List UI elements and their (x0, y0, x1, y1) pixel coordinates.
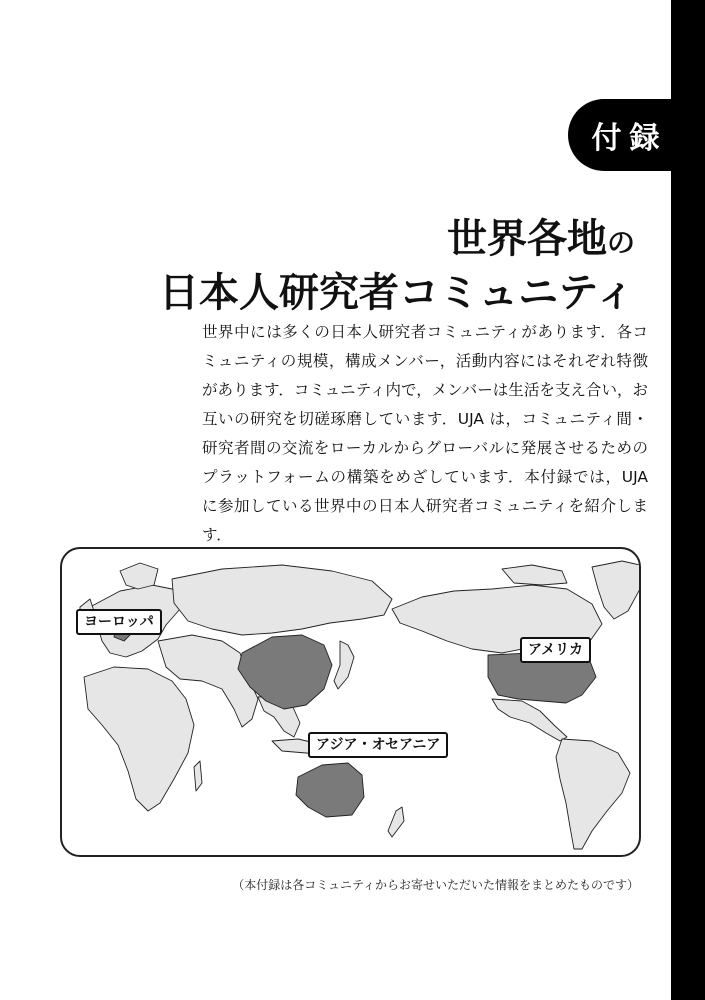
australia-shape (296, 763, 364, 817)
russia-shape (172, 565, 392, 635)
world-map (60, 547, 641, 857)
japan-shape (334, 641, 354, 689)
label-america: アメリカ (520, 637, 591, 663)
central-america-shape (492, 699, 567, 741)
new-zealand-shape (388, 807, 404, 837)
intro-text: 世界中には多くの日本人研究者コミュニティがあります．各コミュニティの規模，構成メンバー，活動内容にはそれぞれ特徴があります．コミュニティ内で，メンバーは生活を支え合い，お互いの研究を切磋琢磨しています．UJA は，コミュニティ間・研究者間の交流をローカルからグローバルに発展させるためのプラットフォームの構築をめざしています．本付録では，UJA に参加している世界中の日本人研究者コミュニティを紹介します． (202, 323, 648, 544)
title-line2: 日本人研究者コミュニティ (159, 270, 635, 316)
title-line1: 世界各地 (446, 216, 607, 262)
africa-shape (84, 667, 194, 811)
appendix-tab (568, 99, 705, 171)
footnote: （本付録は各コミュニティからお寄せいただいた情報をまとめたものです） (232, 878, 639, 892)
label-europe: ヨーロッパ (76, 609, 162, 635)
page-title (159, 214, 635, 318)
intro-paragraph (202, 318, 648, 550)
scandinavia-shape (120, 563, 158, 589)
greenland-shape (592, 561, 640, 619)
south-america-shape (556, 739, 630, 849)
world-map-svg (62, 549, 641, 857)
madagascar-shape (194, 761, 202, 791)
appendix-tab-label: 付録 (591, 121, 668, 156)
label-asia-oceania: アジア・オセアニア (308, 732, 448, 758)
arctic-islands-shape (502, 565, 567, 585)
title-particle: の (606, 226, 635, 259)
